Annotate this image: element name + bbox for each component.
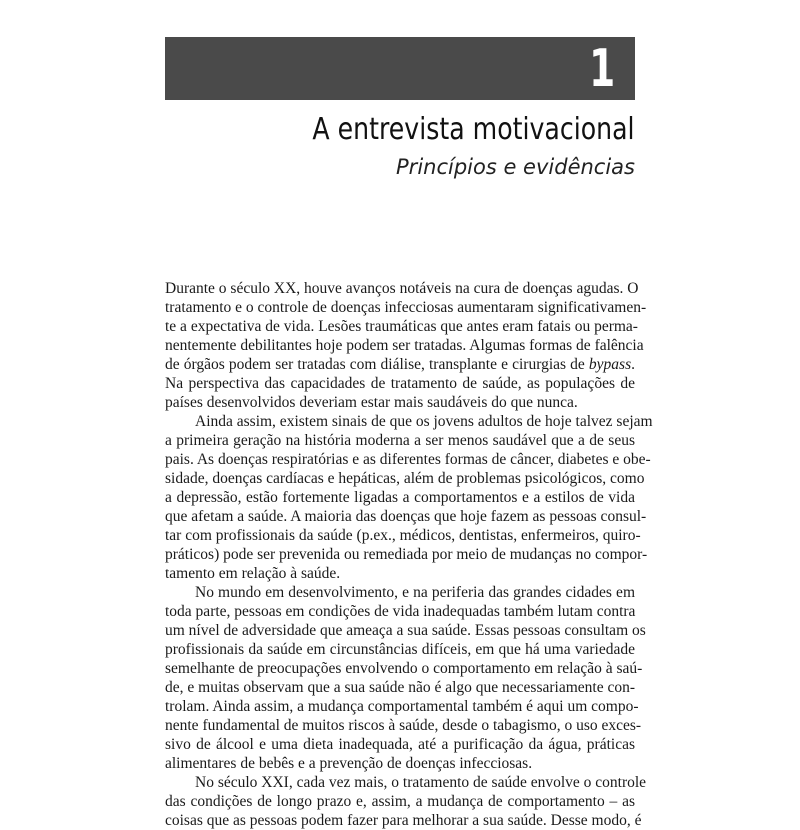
text-line: pais. As doenças respiratórias e as diferentes formas de câncer, diabetes e obe-	[165, 451, 651, 468]
text-line: países desenvolvidos deveriam estar mais saudáveis do que nunca.	[165, 394, 578, 411]
chapter-subtitle: Princípios e evidências	[396, 155, 635, 179]
text-line: um nível de adversidade que ameaça a sua saúde. Essas pessoas consultam os	[165, 622, 646, 639]
text-line: das condições de longo prazo e, assim, a mudança de comportamento – as	[165, 793, 635, 810]
chapter-title: A entrevista motivacional	[312, 112, 635, 147]
text-line: a depressão, estão fortemente ligadas a comportamentos e a estilos de vida	[165, 489, 635, 506]
text-line: nente fundamental de muitos riscos à saúde, desde o tabagismo, o uso exces-	[165, 717, 642, 734]
emphasized-term: bypass	[588, 356, 632, 373]
text-line: te a expectativa de vida. Lesões traumáticas que antes eram fatais ou perma-	[165, 318, 638, 335]
text-line: profissionais da saúde em circunstâncias difíceis, em que há uma variedade	[165, 641, 635, 658]
paragraph	[165, 773, 647, 830]
text-line: toda parte, pessoas em condições de vida inadequadas também lutam contra	[165, 603, 636, 620]
paragraph	[165, 412, 653, 583]
text-line: tar com profissionais da saúde (p.ex., médicos, dentistas, enfermeiros, quiro-	[165, 527, 641, 544]
text-line: sidade, doenças cardíacas e hepáticas, além de problemas psicológicos, como	[165, 470, 645, 487]
paragraph	[165, 279, 647, 412]
body-text	[165, 279, 653, 830]
text-line: Durante o século XX, houve avanços notáveis na cura de doenças agudas. O	[165, 280, 639, 297]
text-line: trolam. Ainda assim, a mudança comportamental também é aqui um compo-	[165, 698, 639, 715]
text-line: de, e muitas observam que a sua saúde não é algo que necessariamente con-	[165, 679, 635, 696]
text-line: No mundo em desenvolvimento, e na periferia das grandes cidades em	[195, 584, 635, 601]
text-line: que afetam a saúde. A maioria das doenças que hoje fazem as pessoas consul-	[165, 508, 647, 525]
text-line: tamento em relação à saúde.	[165, 565, 341, 582]
text-line: Na perspectiva das capacidades de tratamento de saúde, as populações de	[165, 375, 635, 392]
text-line: semelhante de preocupações envolvendo o comportamento em relação à saú-	[165, 660, 643, 677]
chapter-number-bar	[165, 37, 635, 100]
text-line: a primeira geração na história moderna a ser menos saudável que a de seus	[165, 432, 635, 449]
chapter-number: 1	[588, 39, 615, 99]
text-line: nentemente debilitantes hoje podem ser tratadas. Algumas formas de falência	[165, 337, 644, 354]
text-line: de órgãos podem ser tratadas com diálise, transplante e cirurgias de bypass.	[165, 356, 635, 373]
text-line: práticos) pode ser prevenida ou remediada por meio de mudanças no compor-	[165, 546, 648, 563]
text-line: No século XXI, cada vez mais, o tratamento de saúde envolve o controle	[195, 774, 647, 791]
text-line: tratamento e o controle de doenças infecciosas aumentaram significativamen-	[165, 299, 647, 316]
text-line: alimentares de bebês e a prevenção de doenças infecciosas.	[165, 755, 533, 772]
text-line: coisas que as pessoas podem fazer para melhorar a sua saúde. Desse modo, é	[165, 812, 642, 829]
paragraph	[165, 583, 646, 773]
text-line: sivo de álcool e uma dieta inadequada, até a purificação da água, práticas	[165, 736, 635, 753]
text-line: Ainda assim, existem sinais de que os jovens adultos de hoje talvez sejam	[195, 413, 653, 430]
